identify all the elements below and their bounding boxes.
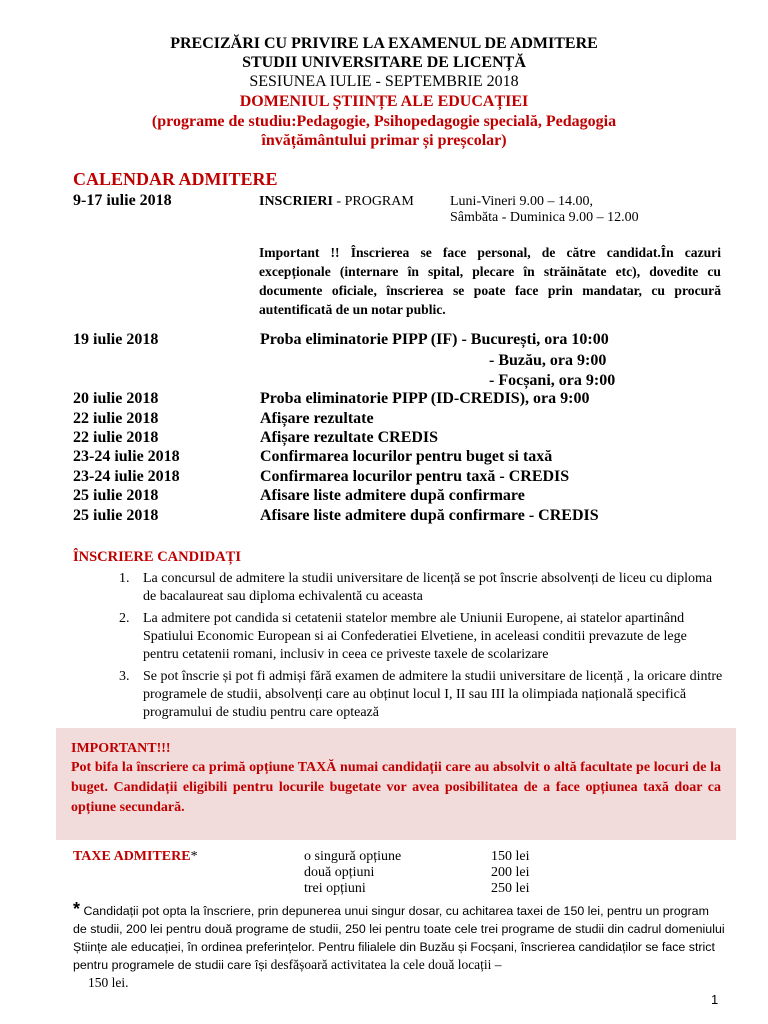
taxe-option-label: o singură opțiune xyxy=(304,849,402,864)
calendar-date: 22 iulie 2018 xyxy=(73,410,159,427)
inscrieri-label-bold: INSCRIERI xyxy=(259,194,333,209)
taxe-asterisk: * xyxy=(190,849,198,864)
calendar-event: Afisare liste admitere după confirmare xyxy=(260,487,525,504)
inscriere-section-title: ÎNSCRIERE CANDIDAȚI xyxy=(73,549,241,565)
calendar-event: Confirmarea locurilor pentru taxă - CREDIS xyxy=(260,468,570,485)
list-item-number: 2. xyxy=(119,611,130,626)
footnote-tail2: 150 lei. xyxy=(88,975,129,990)
footnote-tail: desfășoară activitatea la cele două locații – xyxy=(270,957,502,972)
taxe-option-value: 200 lei xyxy=(491,865,530,880)
taxe-option-label: două opțiuni xyxy=(304,865,375,880)
calendar-date: 23-24 iulie 2018 xyxy=(73,448,180,465)
taxe-title-text: TAXE ADMITERE xyxy=(73,849,191,864)
calendar-date: 20 iulie 2018 xyxy=(73,390,159,407)
calendar-event: Afișare rezultate xyxy=(260,410,374,427)
proba-buzau: - Buzău, ora 9:00 xyxy=(489,352,607,369)
list-item-text: La concursul de admitere la studii universitare de licență se pot înscrie absolvenți de liceu cu diploma de bacalaureat sau diploma echivalentă cu aceasta xyxy=(143,571,713,604)
calendar-title: CALENDAR ADMITERE xyxy=(73,169,278,189)
header-programs-line1: (programe de studiu:Pedagogie, Psihopedagogie specială, Pedagogia xyxy=(151,113,617,130)
taxe-option-label: trei opțiuni xyxy=(304,881,366,896)
footnote-star: * xyxy=(73,899,81,919)
important-note: Important !! Înscrierea se face personal, de către candidat.În cazuri excepționale (internare în spital, plecare în străinătate etc), dovedite cu documente oficiale, înscrierea se poate face prin mandatar, cu procură autentificată de un notar public. xyxy=(259,245,721,317)
calendar-date: 25 iulie 2018 xyxy=(73,487,159,504)
inscrieri-date: 9-17 iulie 2018 xyxy=(73,192,172,209)
calendar-date: 22 iulie 2018 xyxy=(73,429,159,446)
footnote xyxy=(73,900,725,992)
header-domain: DOMENIUL ȘTIINȚE ALE EDUCAȚIEI xyxy=(239,93,529,110)
important-box-body: Pot bifa la înscriere ca primă opțiune TAXĂ numai candidații care au absolvit o altă facultate pe locuri de la buget. Candidații eligibili pentru locurile bugetate vor avea posibilitatea de a face opțiunea taxă doar ca opțiune secundară. xyxy=(71,760,721,815)
calendar-date: 25 iulie 2018 xyxy=(73,507,159,524)
important-box xyxy=(56,728,736,840)
calendar-date: 23-24 iulie 2018 xyxy=(73,468,180,485)
calendar-event: Proba eliminatorie PIPP (IF) - București, ora 10:00 xyxy=(260,331,609,348)
footnote-text: Candidații pot opta la înscriere, prin depunerea unui singur dosar, cu achitarea taxei de 150 lei, pentru un program de studii, 200 lei pentru două programe de studii, 250 lei pentru toate cele trei programe de studii din cadrul domeniului Științe ale educației, în ordinea preferințelor. Pentru filialele din Buzău și Focșani, înscrierea candidaților se face strict pentru programele de studii care își xyxy=(73,904,725,972)
calendar-date: 19 iulie 2018 xyxy=(73,331,159,348)
important-box-title: IMPORTANT!!! xyxy=(71,741,171,756)
list-item xyxy=(119,668,723,722)
taxe-option-value: 150 lei xyxy=(491,849,530,864)
list-item-number: 3. xyxy=(119,669,130,684)
inscrieri-label-rest: - PROGRAM xyxy=(332,194,414,209)
inscrieri-program-weekend: Sâmbăta - Duminica 9.00 – 12.00 xyxy=(450,210,639,225)
taxe-option-value: 250 lei xyxy=(491,881,530,896)
header-programs-line2: învățământului primar și preșcolar) xyxy=(261,132,507,149)
inscrieri-program-weekdays: Luni-Vineri 9.00 – 14.00, xyxy=(450,194,594,209)
calendar-event: Confirmarea locurilor pentru buget si taxă xyxy=(260,448,553,465)
header-title: PRECIZĂRI CU PRIVIRE LA EXAMENUL DE ADMITERE xyxy=(170,35,598,52)
taxe-title xyxy=(73,849,198,865)
calendar-event: Afisare liste admitere după confirmare - CREDIS xyxy=(260,507,599,524)
calendar-event: Afișare rezultate CREDIS xyxy=(260,429,439,446)
header-subtitle: STUDII UNIVERSITARE DE LICENȚĂ xyxy=(242,54,526,71)
list-item xyxy=(119,610,723,664)
header-session: SESIUNEA IULIE - SEPTEMBRIE 2018 xyxy=(249,73,519,90)
list-item-text: Se pot înscrie și pot fi admiși fără examen de admitere la studii universitare de licență , la oricare dintre programele de studii, absolvenți care au obținut locul I, II sau III la olimpiada națională specifică programului de studiu pentru care optează xyxy=(143,669,723,720)
inscrieri-label xyxy=(259,194,414,210)
list-item-number: 1. xyxy=(119,571,130,586)
list-item-text: La admitere pot candida si cetatenii statelor membre ale Uniunii Europene, ai statelor apartinând Spatiului Economic European si ai Confederatiei Elvetiene, in aceleasi conditii prevazute de lege pentru cetatenii romani, inclusiv in ceea ce priveste taxele de scolarizare xyxy=(143,611,687,662)
page-number: 1 xyxy=(711,992,719,1007)
calendar-event: Proba eliminatorie PIPP (ID-CREDIS), ora 9:00 xyxy=(260,390,590,407)
inscriere-list xyxy=(119,570,723,726)
proba-focsani: - Focșani, ora 9:00 xyxy=(489,372,616,389)
list-item xyxy=(119,570,723,606)
